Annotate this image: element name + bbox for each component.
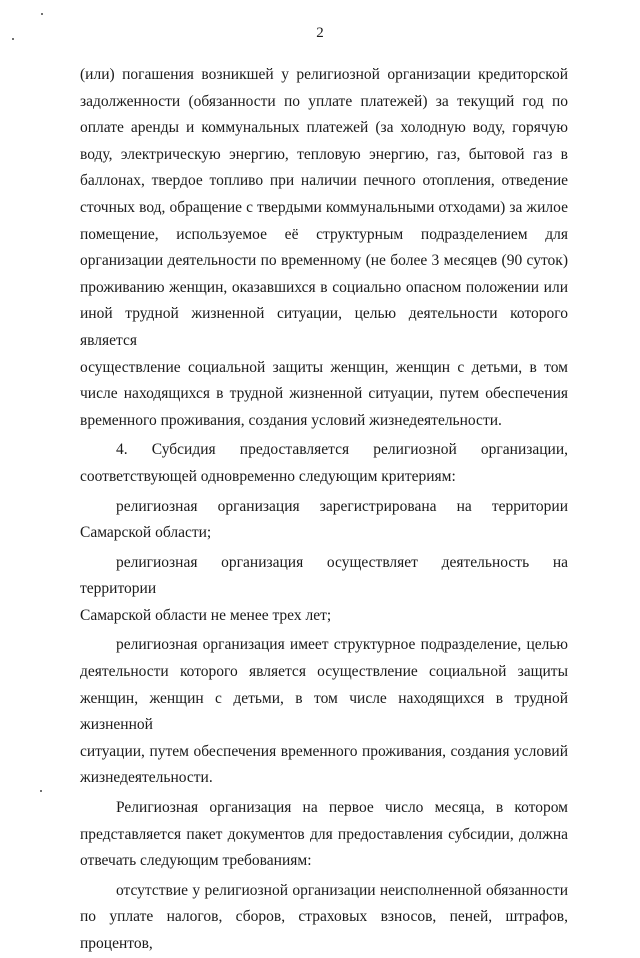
text-line: задолженности (обязанности по уплате платежей) за текущий год по [80, 92, 568, 110]
text-line: религиозная организация зарегистрирована на территории [116, 497, 568, 515]
scan-speck [40, 790, 42, 792]
text-line: Самарской области не менее трех лет; [80, 606, 332, 624]
text-line: жизнедеятельности. [80, 769, 213, 787]
text-line: представляется пакет документов для предоставления субсидии, должна [80, 825, 568, 843]
text-line: оплате аренды и коммунальных платежей (за холодную воду, горячую [80, 119, 568, 137]
text-line: отвечать следующим требованиям: [80, 852, 312, 870]
text-line: по уплате налогов, сборов, страховых взносов, пеней, штрафов, процентов, [80, 908, 568, 952]
page-number: 2 [316, 25, 324, 41]
text-line: соответствующей одновременно следующим критериям: [80, 467, 456, 485]
text-line: временного проживания, создания условий жизнедеятельности. [80, 411, 502, 429]
text-line: осуществление социальной защиты женщин, женщин с детьми, в том [80, 358, 568, 376]
text-line: числе находящихся в трудной жизненной ситуации, путем обеспечения [80, 385, 568, 403]
text-line: организации деятельности по временному (не более 3 месяцев (90 суток) [80, 252, 568, 270]
text-line: религиозная организация имеет структурное подразделение, целью [116, 636, 568, 654]
text-line: (или) погашения возникшей у религиозной организации кредиторской [80, 66, 568, 83]
text-line: ситуации, путем обеспечения временного проживания, создания условий [80, 742, 568, 760]
text-line: баллонах, твердое топливо при наличии печного отопления, отведение [80, 172, 568, 190]
scan-speck [41, 13, 43, 15]
text-line: Религиозная организация на первое число месяца, в котором [116, 799, 568, 817]
text-line: религиозная организация осуществляет деятельность на территории [80, 553, 568, 598]
text-line: 4. Субсидия предоставляется религиозной организации, [116, 441, 568, 459]
text-line: Самарской области; [80, 524, 212, 542]
text-line: проживанию женщин, оказавшихся в социально опасном положении или [80, 278, 568, 296]
text-line: сточных вод, обращение с твердыми коммунальными отходами) за жилое [80, 198, 568, 216]
text-line: воду, электрическую энергию, тепловую энергию, газ, бытовой газ в [80, 145, 568, 163]
text-line: иной трудной жизненной ситуации, целью деятельности которого является [80, 305, 568, 349]
text-line: отсутствие у религиозной организации неисполненной обязанности [116, 881, 568, 899]
text-line: помещение, используемое её структурным подразделением для [80, 225, 568, 243]
document-body [80, 62, 568, 958]
text-line: деятельности которого является осуществление социальной защиты [80, 663, 568, 681]
text-line: женщин, женщин с детьми, в том числе находящихся в трудной жизненной [80, 689, 568, 734]
